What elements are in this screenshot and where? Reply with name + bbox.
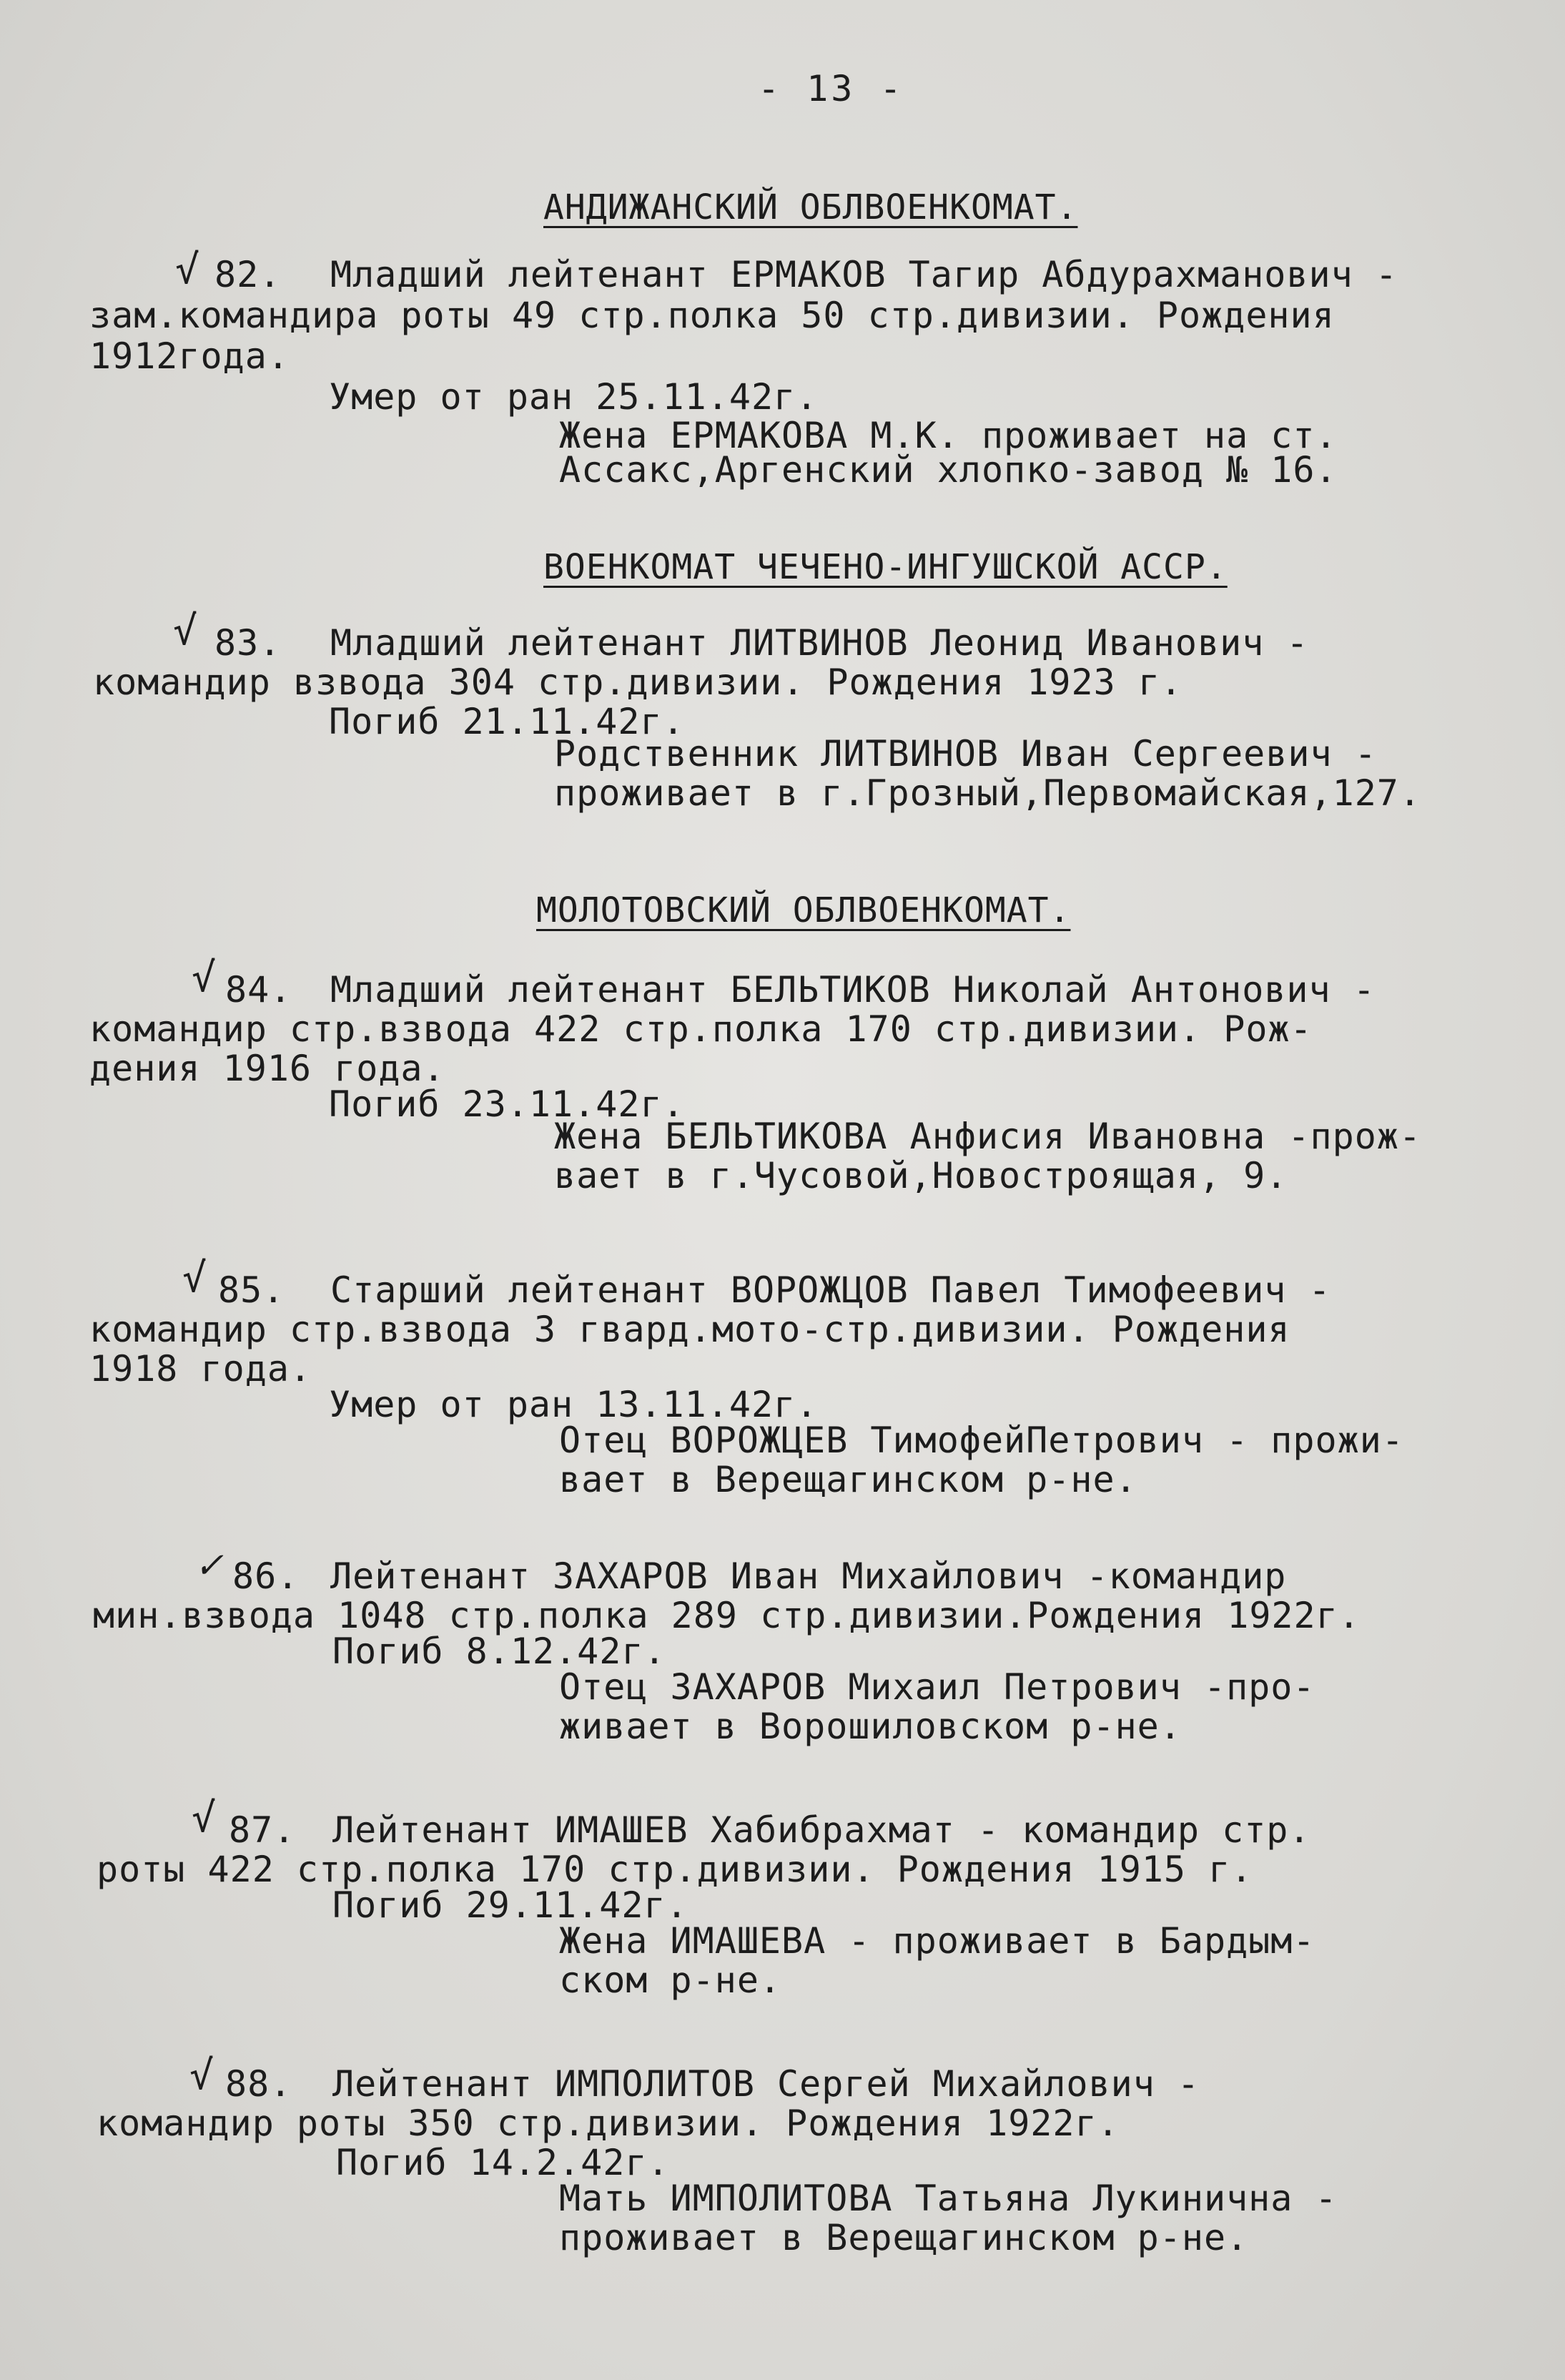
- check-mark: √: [173, 608, 197, 654]
- relative-line: живает в Ворошиловском р-не.: [559, 1706, 1182, 1747]
- entry-fate: Умер от ран 25.11.42г.: [329, 376, 819, 418]
- check-mark: ✓: [197, 1541, 221, 1588]
- relative-line: Родственник ЛИТВИНОВ Иван Сергеевич -: [554, 733, 1377, 775]
- entry-line: командир стр.взвода 3 гвард.мото-стр.дивизии. Рождения: [89, 1309, 1290, 1350]
- check-mark: √: [192, 1795, 216, 1841]
- entry-fate: Умер от ран 13.11.42г.: [329, 1384, 819, 1425]
- entry-line: дения 1916 года.: [89, 1048, 445, 1089]
- entry-line: 1912года.: [89, 335, 290, 377]
- entry-number: 86.: [232, 1555, 300, 1597]
- section-heading-chechen-ingush: ВОЕНКОМАТ ЧЕЧЕНО-ИНГУШСКОЙ АССР.: [543, 547, 1228, 587]
- relative-line: Жена БЕЛЬТИКОВА Анфисия Ивановна -прож-: [554, 1116, 1421, 1157]
- entry-number: 87.: [229, 1809, 296, 1851]
- entry-line: командир взвода 304 стр.дивизии. Рождения 1923 г.: [93, 662, 1183, 703]
- check-mark: √: [175, 247, 199, 293]
- entry-fate: Погиб 23.11.42г.: [329, 1083, 685, 1125]
- entry-line: Лейтенант ИМПОЛИТОВ Сергей Михайлович -: [332, 2063, 1200, 2105]
- relative-line: Жена ЕРМАКОВА М.К. проживает на ст.: [559, 415, 1338, 456]
- entry-line: Младший лейтенант БЕЛЬТИКОВ Николай Антонович -: [330, 969, 1376, 1010]
- entry-line: Лейтенант ИМАШЕВ Хабибрахмат - командир стр.: [332, 1809, 1311, 1851]
- relative-line: Отец ВОРОЖЦЕВ ТимофейПетрович - прожи-: [559, 1420, 1404, 1461]
- relative-line: ском р-не.: [559, 1959, 782, 2001]
- entry-number: 83.: [214, 622, 282, 664]
- entry-line: Младший лейтенант ЕРМАКОВ Тагир Абдурахманович -: [330, 254, 1398, 295]
- entry-line: 1918 года.: [89, 1348, 312, 1390]
- relative-line: проживает в Верещагинском р-не.: [559, 2217, 1249, 2258]
- entry-number: 82.: [214, 254, 282, 295]
- entry-line: зам.командира роты 49 стр.полка 50 стр.дивизии. Рождения: [89, 295, 1335, 336]
- relative-line: вает в Верещагинском р-не.: [559, 1459, 1137, 1500]
- entry-fate: Погиб 8.12.42г.: [332, 1631, 666, 1672]
- page-number: - 13 -: [758, 68, 904, 109]
- relative-line: Ассакс,Аргенский хлопко-завод № 16.: [559, 449, 1338, 491]
- entry-line: командир стр.взвода 422 стр.полка 170 стр.дивизии. Рож-: [89, 1008, 1313, 1050]
- relative-line: Мать ИМПОЛИТОВА Татьяна Лукиничнa -: [559, 2178, 1338, 2219]
- entry-number: 85.: [218, 1269, 285, 1311]
- check-mark: √: [192, 955, 216, 1001]
- check-mark: √: [182, 1255, 207, 1302]
- entry-line: командир роты 350 стр.дивизии. Рождения 1922г.: [97, 2103, 1120, 2144]
- relative-line: Жена ИМАШЕВА - проживает в Бардым-: [559, 1920, 1315, 1962]
- relative-line: Отец ЗАХАРОВ Михаил Петрович -про-: [559, 1666, 1315, 1708]
- entry-line: Младший лейтенант ЛИТВИНОВ Леонид Иванович -: [330, 622, 1309, 664]
- section-heading-molotov: МОЛОТОВСКИЙ ОБЛВОЕНКОМАТ.: [536, 890, 1071, 930]
- check-mark: √: [189, 2052, 214, 2099]
- entry-number: 84.: [225, 969, 292, 1010]
- entry-line: Старший лейтенант ВОРОЖЦОВ Павел Тимофеевич -: [330, 1269, 1331, 1311]
- entry-fate: Погиб 29.11.42г.: [332, 1884, 688, 1926]
- relative-line: вает в г.Чусовой,Новостроящая, 9.: [554, 1155, 1288, 1196]
- section-heading-andijan: АНДИЖАНСКИЙ ОБЛВОЕНКОМАТ.: [543, 187, 1078, 227]
- relative-line: проживает в г.Грозный,Первомайская,127.: [554, 772, 1421, 814]
- entry-number: 88.: [225, 2063, 292, 2105]
- entry-line: роты 422 стр.полка 170 стр.дивизии. Рождения 1915 г.: [97, 1849, 1253, 1890]
- entry-line: мин.взвода 1048 стр.полка 289 стр.дивизии.Рождения 1922г.: [93, 1595, 1361, 1636]
- entry-line: Лейтенант ЗАХАРОВ Иван Михайлович -командир: [330, 1555, 1287, 1597]
- entry-fate: Погиб 21.11.42г.: [329, 701, 685, 742]
- entry-fate: Погиб 14.2.42г.: [336, 2142, 670, 2183]
